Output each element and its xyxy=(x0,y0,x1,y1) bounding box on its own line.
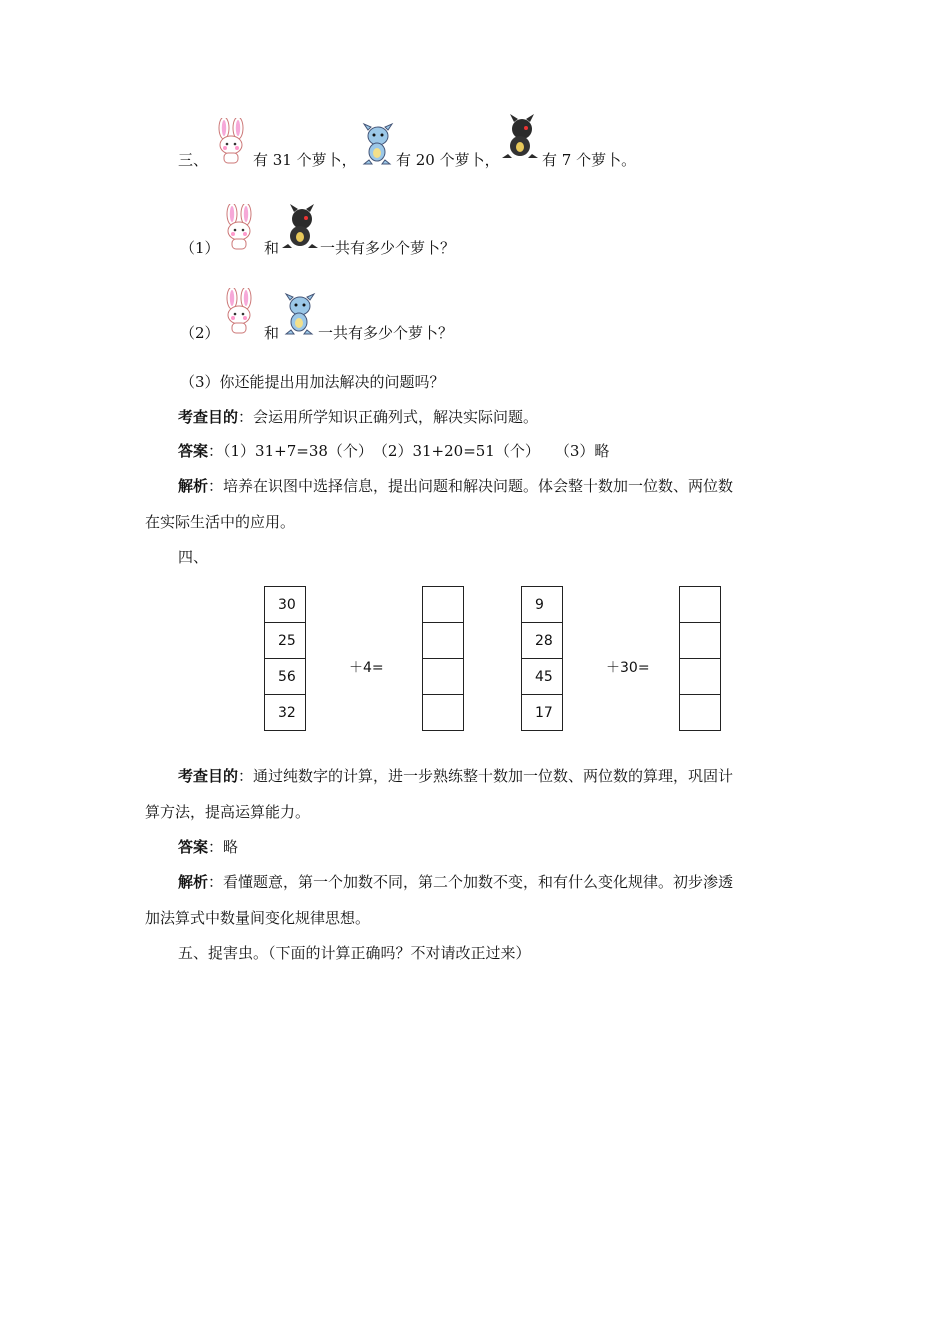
number-cell: 45 xyxy=(521,658,563,695)
answer-text: ：（1）31+7=38（个） （2）31+20=51（个） （3）略 xyxy=(208,442,610,460)
rabbit-icon xyxy=(220,288,262,338)
section4-analysis-line2: 加法算式中数量间变化规律思想。 xyxy=(145,909,371,927)
operator-plus-4: ＋4= xyxy=(349,660,384,676)
section3-label: 三、 xyxy=(178,151,209,169)
question3-text: （3）你还能提出用加法解决的问题吗？ xyxy=(180,373,445,391)
black-animal-count-text: 有 7 个萝卜。 xyxy=(542,151,637,169)
answer-cell[interactable] xyxy=(679,694,721,731)
number-cell: 56 xyxy=(264,658,306,695)
blue-animal-count-text: 有 20 个萝卜， xyxy=(396,151,500,169)
answer-cell[interactable] xyxy=(679,658,721,695)
number-cell: 28 xyxy=(521,622,563,659)
rabbit-count-text: 有 31 个萝卜， xyxy=(253,151,357,169)
blue-animal-icon xyxy=(280,292,318,338)
answer-cell[interactable] xyxy=(422,622,464,659)
answer-cell[interactable] xyxy=(422,694,464,731)
answer-cell[interactable] xyxy=(422,586,464,623)
purpose-label: 考查目的 xyxy=(178,408,239,426)
question1-number: （1） xyxy=(180,239,220,257)
purpose-text: ：会运用所学知识正确列式，解决实际问题。 xyxy=(238,408,539,426)
question1-text: 一共有多少个萝卜？ xyxy=(320,239,456,257)
number-cell: 9 xyxy=(521,586,563,623)
number-cell: 30 xyxy=(264,586,306,623)
section4-analysis-line1 xyxy=(178,872,733,892)
section3-analysis-line2: 在实际生活中的应用。 xyxy=(145,513,296,531)
section4-purpose-line2: 算方法，提高运算能力。 xyxy=(145,803,311,821)
analysis-text: ：看懂题意，第一个加数不同，第二个加数不变，和有什么变化规律。初步渗透 xyxy=(208,873,734,891)
rabbit-icon xyxy=(212,118,252,166)
section4-answer xyxy=(178,837,238,857)
operator-plus-30: ＋30= xyxy=(606,660,650,676)
answer-text: ：略 xyxy=(208,838,239,856)
answer-label: 答案 xyxy=(178,838,209,856)
question2-text: 一共有多少个萝卜？ xyxy=(318,324,454,342)
section3-answer xyxy=(178,441,609,461)
number-cell: 17 xyxy=(521,694,563,731)
section3-purpose xyxy=(178,407,538,427)
black-animal-icon xyxy=(280,204,320,254)
analysis-text: ：培养在识图中选择信息，提出问题和解决问题。体会整十数加一位数、两位数 xyxy=(208,477,734,495)
section3-intro xyxy=(178,150,208,170)
answer-cell[interactable] xyxy=(679,586,721,623)
question1-and: 和 xyxy=(264,239,280,257)
purpose-label: 考查目的 xyxy=(178,767,239,785)
answer-label: 答案 xyxy=(178,442,209,460)
section5-title: 五、捉害虫。（下面的计算正确吗？不对请改正过来） xyxy=(178,944,531,962)
analysis-label: 解析 xyxy=(178,873,209,891)
number-cell: 32 xyxy=(264,694,306,731)
question2-and: 和 xyxy=(264,324,280,342)
section3-analysis-line1 xyxy=(178,476,733,496)
question2-number: （2） xyxy=(180,324,220,342)
number-cell: 25 xyxy=(264,622,306,659)
section4-label: 四、 xyxy=(178,548,209,566)
black-animal-icon xyxy=(500,114,542,166)
answer-cell[interactable] xyxy=(679,622,721,659)
rabbit-icon xyxy=(220,204,262,254)
section4-purpose-line1 xyxy=(178,766,733,786)
answer-cell[interactable] xyxy=(422,658,464,695)
purpose-text: ：通过纯数字的计算，进一步熟练整十数加一位数、两位数的算理，巩固计 xyxy=(238,767,734,785)
blue-animal-icon xyxy=(358,122,398,166)
analysis-label: 解析 xyxy=(178,477,209,495)
